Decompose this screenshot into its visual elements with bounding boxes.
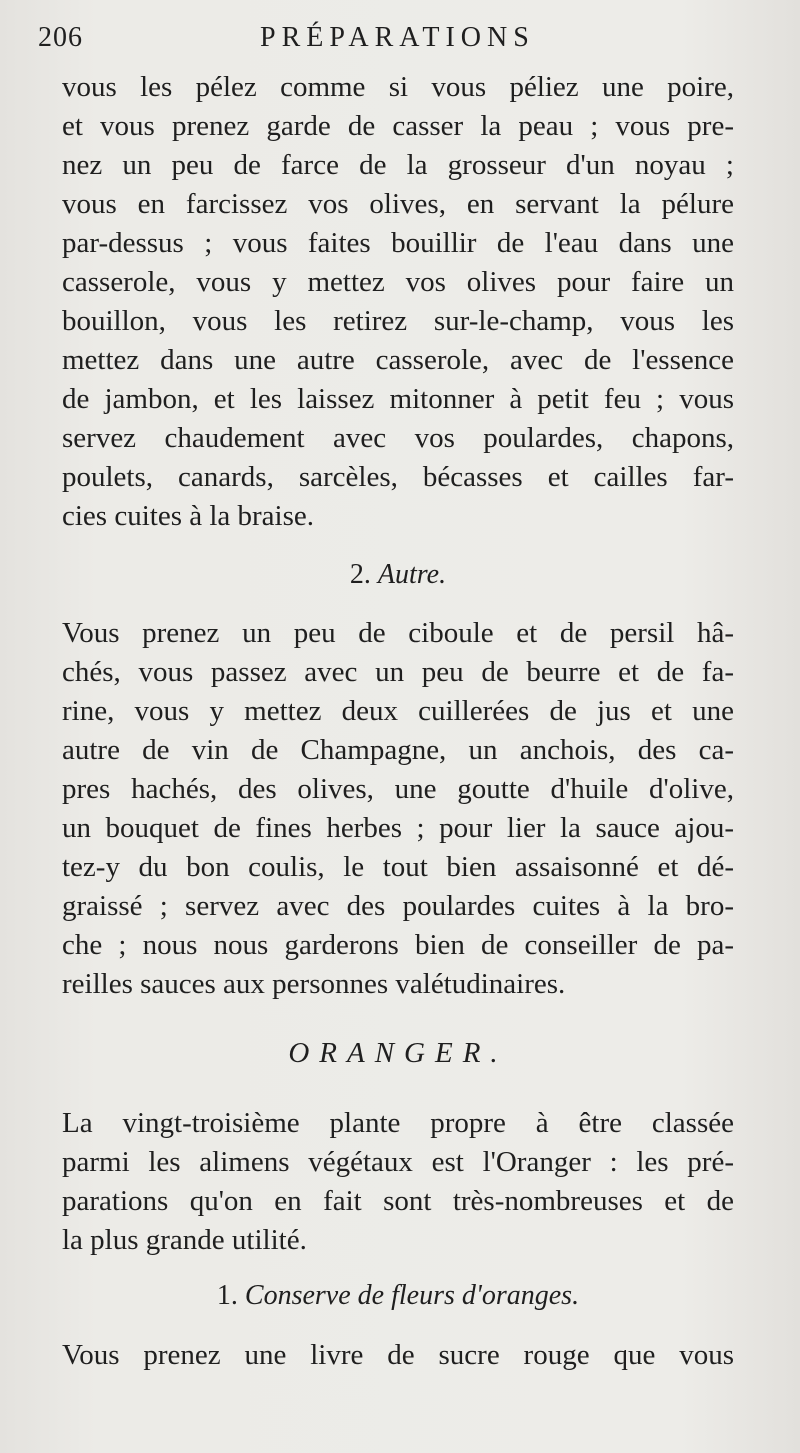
subheading-title: Autre. (377, 559, 447, 590)
text-line: et vous prenez garde de casser la peau ; vous pre- (62, 110, 734, 142)
text-line: Vous prenez un peu de ciboule et de persil hâ- (62, 617, 734, 649)
text-line: parations qu'on en fait sont très-nombreuses et de (62, 1185, 734, 1217)
text-line: poulets, canards, sarcèles, bécasses et cailles far- (62, 461, 734, 493)
text-line: che ; nous nous garderons bien de conseiller de pa- (62, 929, 734, 961)
text-line: parmi les alimens végétaux est l'Oranger : les pré- (62, 1146, 734, 1178)
text-line: un bouquet de fines herbes ; pour lier la sauce ajou- (62, 812, 734, 844)
subheading-conserve (62, 1277, 734, 1315)
text-line: rine, vous y mettez deux cuillerées de jus et une (62, 695, 734, 727)
subheading-number: 2. (349, 559, 371, 590)
section-title: ORANGER. (288, 1037, 508, 1069)
text-line: reilles sauces aux personnes valétudinaires. (62, 968, 566, 1000)
text-line: cies cuites à la braise. (62, 500, 315, 532)
text-line: graissé ; servez avec des poulardes cuites à la bro- (62, 890, 734, 922)
subheading-title: Conserve de fleurs d'oranges. (244, 1280, 580, 1311)
subheading-autre (62, 556, 734, 594)
page-header (38, 22, 758, 58)
text-line: vous les pélez comme si vous péliez une poire, (62, 71, 734, 103)
text-line: servez chaudement avec vos poulardes, chapons, (62, 422, 734, 454)
text-line: bouillon, vous les retirez sur-le-champ, vous les (62, 305, 734, 337)
running-head: PRÉPARATIONS (260, 22, 535, 53)
text-line: pres hachés, des olives, une goutte d'huile d'olive, (62, 773, 734, 805)
text-line: nez un peu de farce de la grosseur d'un noyau ; (62, 149, 734, 181)
text-line: casserole, vous y mettez vos olives pour faire un (62, 266, 734, 298)
text-line: Vous prenez une livre de sucre rouge que vous (62, 1339, 734, 1371)
text-line: tez-y du bon coulis, le tout bien assaisonné et dé- (62, 851, 734, 883)
text-line: chés, vous passez avec un peu de beurre et de fa- (62, 656, 734, 688)
text-line: La vingt-troisième plante propre à être classée (62, 1107, 734, 1139)
text-line: mettez dans une autre casserole, avec de l'essence (62, 344, 734, 376)
text-line: par-dessus ; vous faites bouillir de l'eau dans une (62, 227, 734, 259)
subheading-number: 1. (216, 1280, 238, 1311)
text-line: vous en farcissez vos olives, en servant la pélure (62, 188, 734, 220)
page-number: 206 (38, 22, 83, 53)
text-line: de jambon, et les laissez mitonner à petit feu ; vous (62, 383, 734, 415)
text-line: la plus grande utilité. (62, 1224, 307, 1256)
text-line: autre de vin de Champagne, un anchois, des ca- (62, 734, 734, 766)
